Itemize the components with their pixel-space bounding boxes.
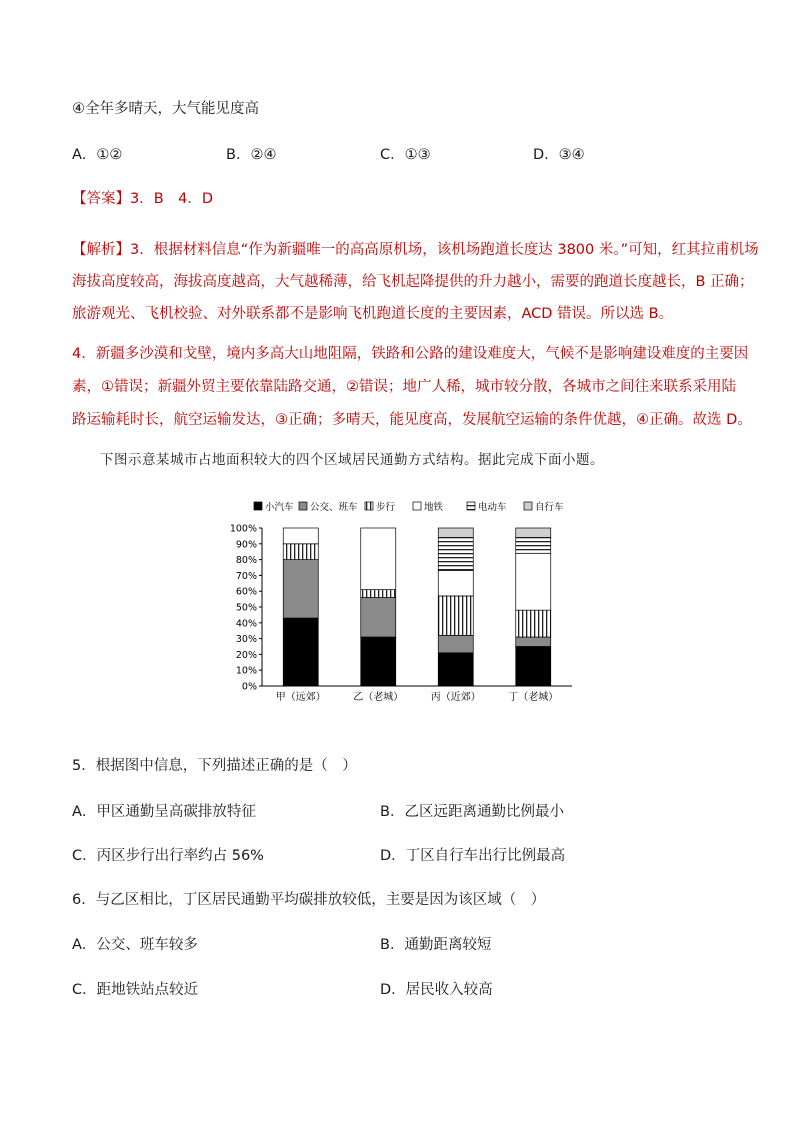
q5-option-c: C．丙区步行出行率约占 56%	[72, 848, 264, 864]
answer-text: 3．B 4．D	[130, 191, 214, 207]
y-tick-label: 100%	[229, 523, 257, 535]
bar-segment-car	[516, 647, 551, 687]
x-tick-label: 甲（远郊）	[275, 692, 326, 703]
legend-swatch-walk	[365, 502, 373, 510]
analysis-q3-line-3: 旅游观光、飞机校验、对外联系都不是影响飞机跑道长度的主要因素，ACD 错误。所以选 B。	[72, 306, 674, 322]
prev-question-item-4: ④全年多晴天，大气能见度高	[72, 101, 259, 117]
bar-segment-ebike	[438, 537, 473, 570]
analysis-label: 【解析】	[72, 242, 130, 258]
option-a: A．①②	[72, 147, 123, 163]
y-tick-label: 0%	[241, 681, 257, 693]
y-tick-label: 60%	[235, 586, 257, 598]
chart-bars	[283, 528, 551, 686]
question-5-stem: 5．根据图中信息，下列描述正确的是（ ）	[72, 758, 357, 774]
commute-mode-chart	[218, 493, 588, 708]
q5-option-a: A．甲区通勤呈高碳排放特征	[72, 804, 256, 820]
q5-option-b: B．乙区远距离通勤比例最小	[380, 804, 564, 820]
bar-segment-walk	[516, 610, 551, 637]
legend-swatch-ebike	[467, 502, 475, 510]
bar-segment-metro	[438, 571, 473, 596]
y-tick-label: 70%	[235, 570, 257, 582]
answer-line	[72, 189, 213, 209]
question-5	[72, 756, 722, 871]
y-tick-label: 20%	[235, 649, 257, 661]
analysis-q4	[72, 338, 752, 437]
chart-intro: 下图示意某城市占地面积较大的四个区域居民通勤方式结构。据此完成下面小题。	[100, 452, 604, 468]
analysis-q3-line-1: 3．根据材料信息“作为新疆唯一的高高原机场，该机场跑道长度达 3800 米。”可知，红其拉甫机场	[130, 242, 759, 258]
question-6	[72, 890, 722, 1005]
bar-segment-car	[438, 653, 473, 686]
bar-segment-car	[283, 618, 318, 686]
question-6-stem: 6．与乙区相比，丁区居民通勤平均碳排放较低，主要是因为该区域（ ）	[72, 892, 546, 908]
bar-segment-bus	[283, 560, 318, 618]
option-b: B．②④	[226, 147, 277, 163]
legend-label-walk: 步行	[376, 502, 396, 513]
q6-option-d: D．居民收入较高	[380, 982, 493, 998]
analysis-q4-line-2: 素，①错误；新疆外贸主要依靠陆路交通，②错误；地广人稀，城市较分散，各城市之间往来联系采用陆	[72, 379, 736, 395]
x-tick-label: 丁（老城）	[508, 692, 559, 703]
analysis-q3	[72, 234, 759, 330]
bar-segment-bus	[516, 637, 551, 646]
legend-label-bus: 公交、班车	[310, 502, 358, 513]
q6-option-a: A．公交、班车较多	[72, 937, 198, 953]
q5-option-d: D．丁区自行车出行比例最高	[380, 848, 566, 864]
bar-segment-walk	[361, 590, 396, 598]
bar-segment-walk	[283, 544, 318, 560]
bar-segment-ebike	[516, 537, 551, 553]
y-tick-label: 80%	[235, 555, 257, 567]
analysis-q3-line-2: 海拔高度较高，海拔高度越高，大气越稀薄，给飞机起降提供的升力越小，需要的跑道长度越长，B 正确；	[72, 274, 754, 290]
q6-option-c: C．距地铁站点较近	[72, 982, 199, 998]
bar-segment-bicycle	[438, 528, 473, 537]
y-tick-label: 90%	[235, 539, 257, 551]
legend-swatch-car	[254, 502, 262, 510]
bar-segment-bus	[361, 598, 396, 638]
chart-x-labels	[276, 690, 559, 703]
bar-segment-bicycle	[516, 528, 551, 537]
bar-segment-bus	[438, 635, 473, 652]
option-d: D．③④	[533, 147, 585, 163]
bar-segment-car	[361, 637, 396, 686]
answer-label: 【答案】	[72, 191, 130, 207]
legend-swatch-bus	[299, 502, 307, 510]
y-tick-label: 50%	[235, 602, 257, 614]
bar-segment-metro	[361, 528, 396, 590]
analysis-q4-line-3: 路运输耗时长，航空运输发达，③正确；多晴天，能见度高，发展航空运输的条件优越，④正确。故选 D。	[72, 412, 752, 428]
legend-label-bicycle: 自行车	[535, 502, 564, 513]
x-tick-label: 乙（老城）	[353, 692, 404, 703]
legend-label-metro: 地铁	[424, 502, 444, 513]
bar-segment-metro	[516, 553, 551, 610]
q6-option-b: B．通勤距离较短	[380, 937, 492, 953]
y-tick-label: 30%	[235, 634, 257, 646]
legend-swatch-bicycle	[524, 502, 532, 510]
option-c: C．①③	[380, 147, 431, 163]
chart-legend	[254, 501, 564, 513]
bar-segment-walk	[438, 596, 473, 636]
bar-segment-metro	[283, 528, 318, 544]
legend-label-ebike: 电动车	[478, 502, 507, 513]
x-tick-label: 丙（近郊）	[430, 692, 481, 703]
y-tick-label: 40%	[235, 618, 257, 630]
legend-swatch-metro	[413, 502, 421, 510]
analysis-q4-line-1: 4．新疆多沙漠和戈壁，境内多高大山地阻隔，铁路和公路的建设难度大，气候不是影响建设难度的主要因	[72, 346, 749, 362]
y-tick-label: 10%	[235, 665, 257, 677]
legend-label-car: 小汽车	[265, 502, 294, 513]
